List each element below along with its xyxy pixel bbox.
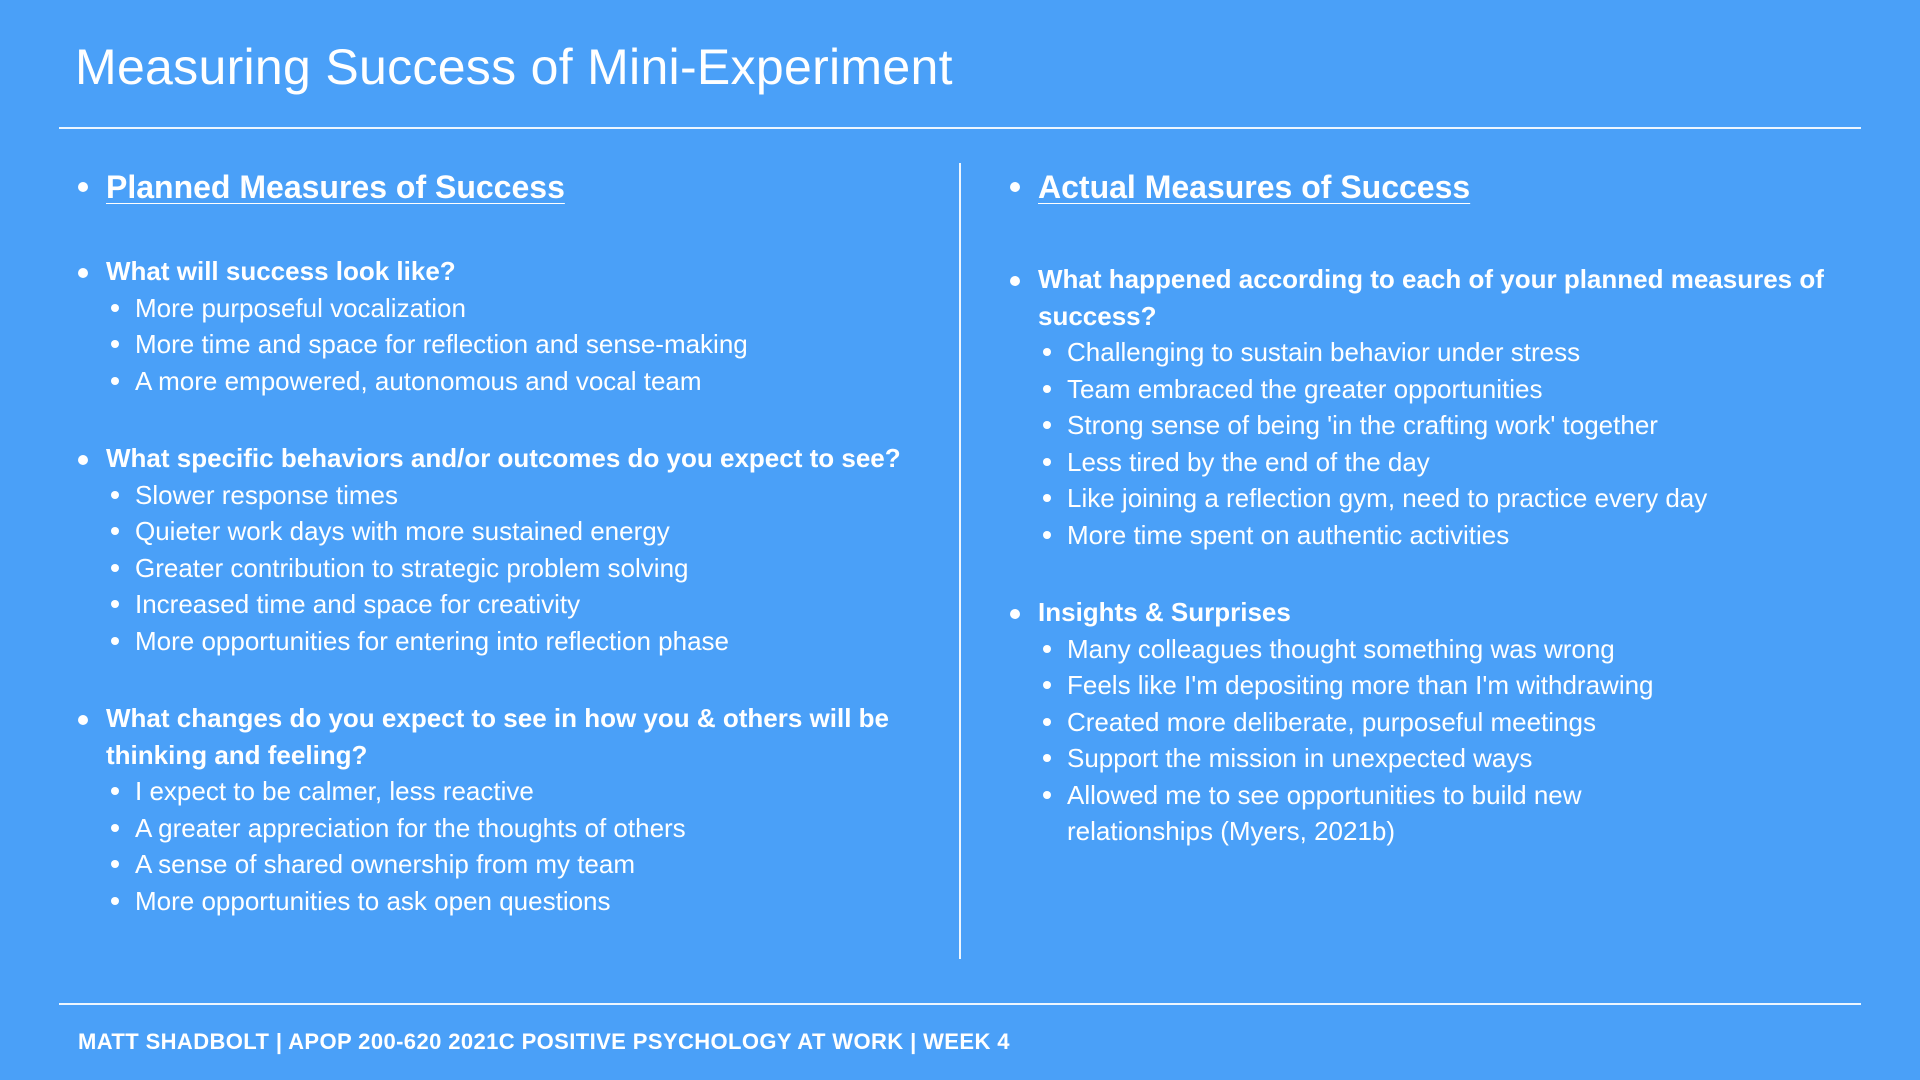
list-item: Created more deliberate, purposeful meetings xyxy=(1038,704,1889,741)
actual-heading-item xyxy=(1009,167,1889,207)
list-item: Strong sense of being 'in the crafting work' together xyxy=(1038,407,1889,444)
section-question: What happened according to each of your planned measures of success? xyxy=(1038,264,1824,331)
planned-heading-item xyxy=(77,167,937,207)
list-item: A sense of shared ownership from my team xyxy=(106,846,937,883)
list-item: Slower response times xyxy=(106,477,937,514)
list-item: Less tired by the end of the day xyxy=(1038,444,1889,481)
planned-section xyxy=(77,700,937,919)
actual-measures-list xyxy=(1009,167,1889,850)
list-item: Support the mission in unexpected ways xyxy=(1038,740,1889,777)
list-item: More purposeful vocalization xyxy=(106,290,937,327)
section-question: What specific behaviors and/or outcomes do you expect to see? xyxy=(106,443,901,473)
list-item: Challenging to sustain behavior under stress xyxy=(1038,334,1889,371)
list-item: More time and space for reflection and sense-making xyxy=(106,326,937,363)
list-item: Team embraced the greater opportunities xyxy=(1038,371,1889,408)
footer-divider xyxy=(59,1003,1861,1005)
slide-title: Measuring Success of Mini-Experiment xyxy=(75,39,953,95)
list-item: Like joining a reflection gym, need to practice every day xyxy=(1038,480,1889,517)
actual-section xyxy=(1009,594,1889,850)
section-items xyxy=(1038,631,1889,850)
list-item: I expect to be calmer, less reactive xyxy=(106,773,937,810)
section-items xyxy=(106,773,937,919)
planned-section xyxy=(77,253,937,399)
list-item: Feels like I'm depositing more than I'm withdrawing xyxy=(1038,667,1889,704)
actual-section xyxy=(1009,261,1889,553)
planned-measures-heading: Planned Measures of Success xyxy=(106,169,565,205)
list-item: Greater contribution to strategic problem solving xyxy=(106,550,937,587)
planned-measures-list xyxy=(77,167,937,919)
section-items xyxy=(106,290,937,400)
title-divider xyxy=(59,127,1861,129)
section-question: What will success look like? xyxy=(106,256,456,286)
actual-measures-column xyxy=(1009,167,1889,850)
slide-footer: MATT SHADBOLT | APOP 200-620 2021C POSITIVE PSYCHOLOGY AT WORK | WEEK 4 xyxy=(78,1029,1010,1054)
section-question: Insights & Surprises xyxy=(1038,597,1291,627)
list-item: More opportunities to ask open questions xyxy=(106,883,937,920)
list-item: More time spent on authentic activities xyxy=(1038,517,1889,554)
planned-section xyxy=(77,440,937,659)
list-item: Increased time and space for creativity xyxy=(106,586,937,623)
list-item: A greater appreciation for the thoughts of others xyxy=(106,810,937,847)
list-item: A more empowered, autonomous and vocal team xyxy=(106,363,937,400)
list-item: Many colleagues thought something was wrong xyxy=(1038,631,1889,668)
planned-measures-column xyxy=(77,167,937,919)
section-items xyxy=(1038,334,1889,553)
section-items xyxy=(106,477,937,660)
list-item: Quieter work days with more sustained energy xyxy=(106,513,937,550)
list-item: More opportunities for entering into reflection phase xyxy=(106,623,937,660)
actual-measures-heading: Actual Measures of Success xyxy=(1038,169,1471,205)
list-item: Allowed me to see opportunities to build new relationships (Myers, 2021b) xyxy=(1038,777,1727,850)
column-divider xyxy=(959,163,961,959)
section-question: What changes do you expect to see in how you & others will be thinking and feeling? xyxy=(106,703,890,770)
